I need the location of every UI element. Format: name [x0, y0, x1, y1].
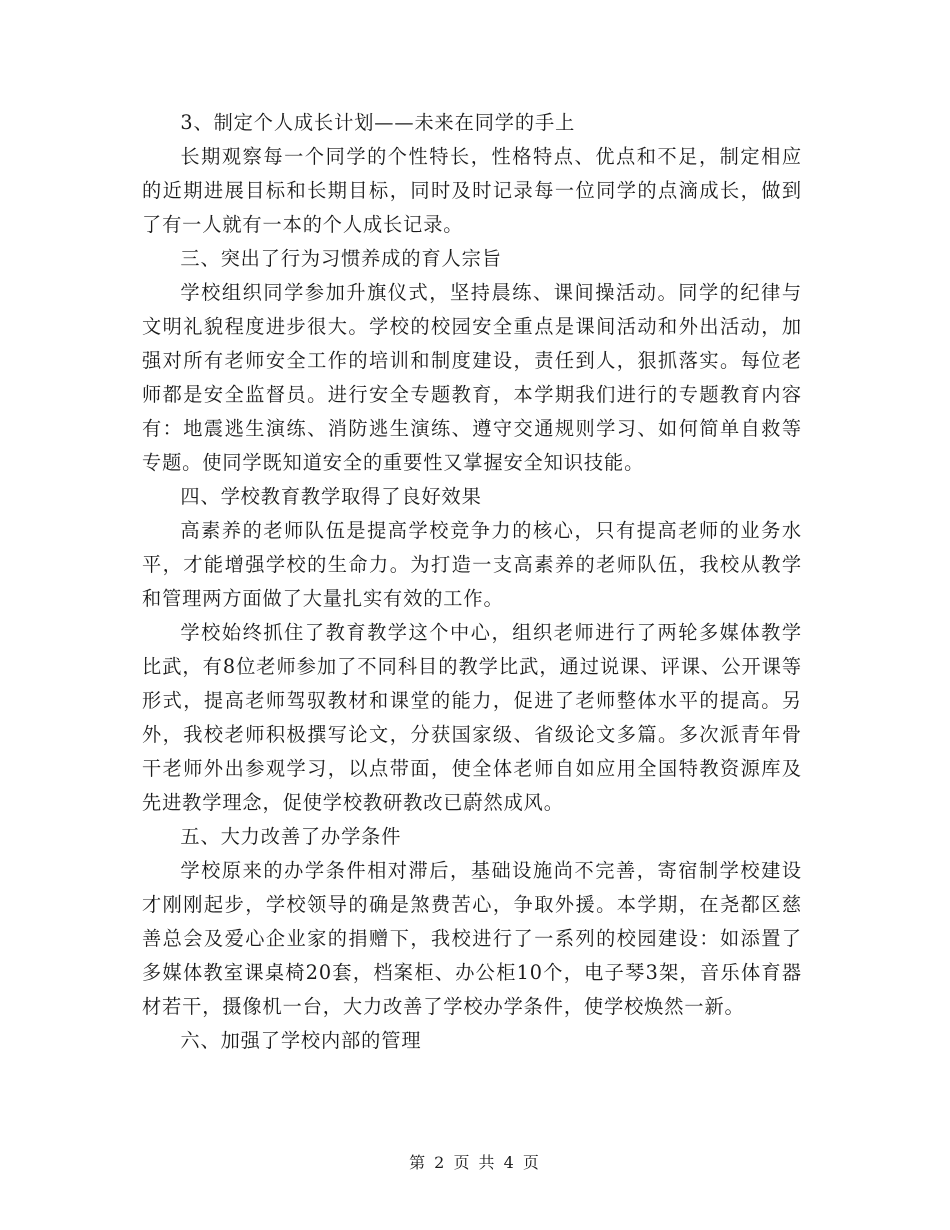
paragraph-teaching-competition: 学校始终抓住了教育教学这个中心，组织老师进行了两轮多媒体教学比武，有8位老师参加了不同科目的教学比武，通过说课、评课、公开课等形式，提高老师驾驭教材和课堂的能力，促进了老师整体水平的提高。另外，我校老师积极撰写论文，分获国家级、省级论文多篇。多次派青年骨干老师外出参观学习，以点带面，使全体老师自如应用全国特教资源库及先进教学理念，促使学校教研教改已蔚然成风。 [142, 621, 802, 814]
paragraph-safety-education: 学校组织同学参加升旗仪式，坚持晨练、课间操活动。同学的纪律与文明礼貌程度进步很大。学校的校园安全重点是课间活动和外出活动，加强对所有老师安全工作的培训和制度建设，责任到人，狠抓落实。每位老师都是安全监督员。进行安全专题教育，本学期我们进行的专题教育内容有：地震逃生演练、消防逃生演练、遵守交通规则学习、如何简单自救等专题。使同学既知道安全的重要性又掌握安全知识技能。 [142, 281, 802, 474]
paragraph-teacher-quality: 高素养的老师队伍是提高学校竞争力的核心，只有提高老师的业务水平，才能增强学校的生命力。为打造一支高素养的老师队伍，我校从教学和管理两方面做了大量扎实有效的工作。 [142, 519, 802, 610]
paragraph-campus-construction: 学校原来的办学条件相对滞后，基础设施尚不完善，寄宿制学校建设才刚刚起步，学校领导的确是煞费苦心，争取外援。本学期，在尧都区慈善总会及爱心企业家的捐赠下，我校进行了一系列的校园建设：如添置了多媒体教室课桌椅20套，档案柜、办公柜10个，电子琴3架，音乐体育器材若干，摄像机一台，大力改善了学校办学条件，使学校焕然一新。 [142, 859, 802, 1018]
heading-school-conditions: 五、大力改善了办学条件 [180, 825, 402, 848]
document-body [142, 106, 802, 1058]
heading-internal-management: 六、加强了学校内部的管理 [180, 1029, 422, 1052]
paragraph-growth-records: 长期观察每一个同学的个性特长，性格特点、优点和不足，制定相应的近期进展目标和长期目标，同时及时记录每一位同学的点滴成长，做到了有一人就有一本的个人成长记录。 [142, 145, 802, 236]
heading-teaching-results: 四、学校教育教学取得了良好效果 [180, 485, 482, 508]
heading-personal-growth-plan: 3、制定个人成长计划——未来在同学的手上 [180, 111, 576, 134]
page-number-footer: 第 2 页 共 4 页 [409, 1153, 541, 1172]
heading-behavior-habits: 三、突出了行为习惯养成的育人宗旨 [180, 247, 502, 270]
